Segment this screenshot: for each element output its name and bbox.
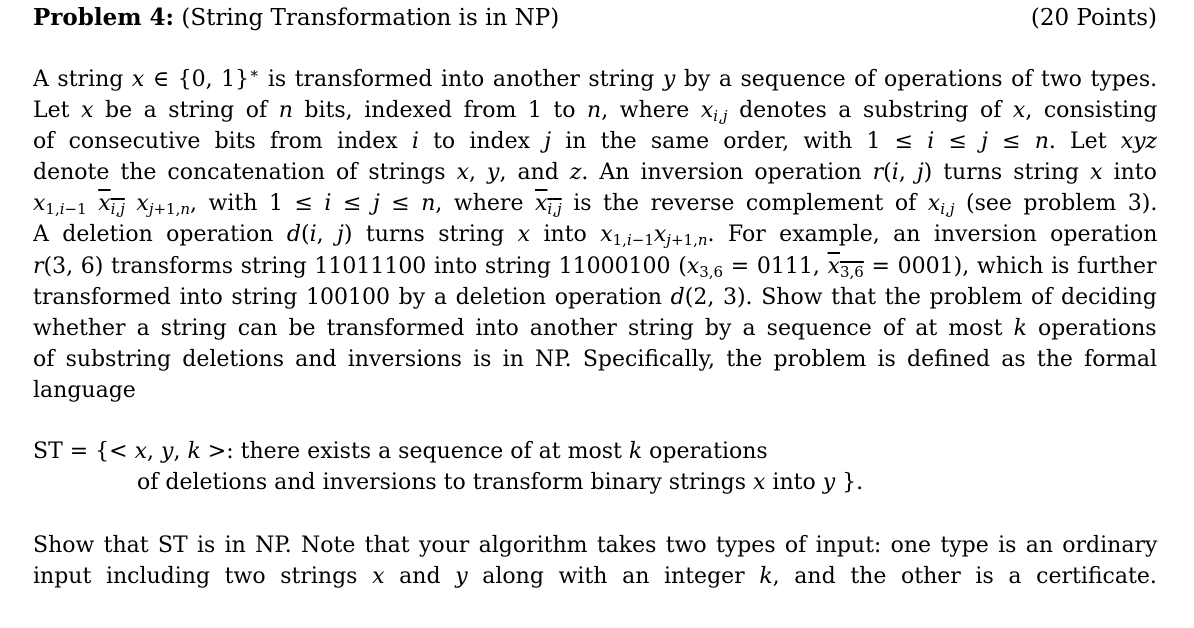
closing-line-1: Show that ST is in NP. Note that your algorithm takes two types of input: one type is an ordinary [33,533,1158,558]
text-line: denote the concatenation of strings x, y, and z. An inversion operation r(i, j) turns string x into [33,160,1157,186]
problem-heading [33,2,559,34]
formal-language-definition [33,436,863,498]
text-line: whether a string can be transformed into another string by a sequence of at most k operations [33,315,1157,341]
closing-line-2: input including two strings x and y along with an integer k, and the other is a certificate. [33,564,1157,589]
language-line-2: of deletions and inversions to transform binary strings x into y }. [137,470,864,495]
text-line: of substring deletions and inversions is in NP. Specifically, the problem is defined as the formal [33,346,1157,372]
text-line: r(3, 6) transforms string 11011100 into string 11000100 ($x_{3,6} = 0111$, $x_{3,6} = 0001$), which is further [33,253,1157,281]
problem-points: (20 Points) [1030,5,1157,31]
text-line: A string x ∈ {0, 1}∗ is transformed into another string y by a sequence of operations of two types. [33,64,1157,92]
text-line: transformed into string 100100 by a deletion operation d(2, 3). Show that the problem of deciding [33,284,1157,310]
text-line: Let x be a string of n bits, indexed from 1 to n, where $x_{i,j}$ denotes a substring of x, consisting [33,98,1157,126]
text-line: language [33,377,136,403]
language-line-1: ST = {< x, y, k >: there exists a sequence of at most k operations [33,439,768,464]
problem-description [33,64,1157,406]
problem-header [33,2,1157,34]
text-line: $x_{1,i-1}$ $x_{i,j}$ $x_{j+1,n}$, with 1 ≤ i ≤ j ≤ n, where $x_{i,j}$ is the reverse complement of $x_{i,j}$ (see problem 3). [33,191,1157,219]
problem-label: Problem 4: [33,4,175,31]
closing-paragraph [33,530,1157,592]
text-line: of consecutive bits from index i to index j in the same order, with 1 ≤ i ≤ j ≤ n. Let xyz [33,129,1157,155]
problem-title: (String Transformation is in NP) [181,5,560,31]
text-line: A deletion operation d(i, j) turns string x into $x_{1,i-1}x_{j+1,n}$. For example, an inversion operation [33,222,1157,250]
